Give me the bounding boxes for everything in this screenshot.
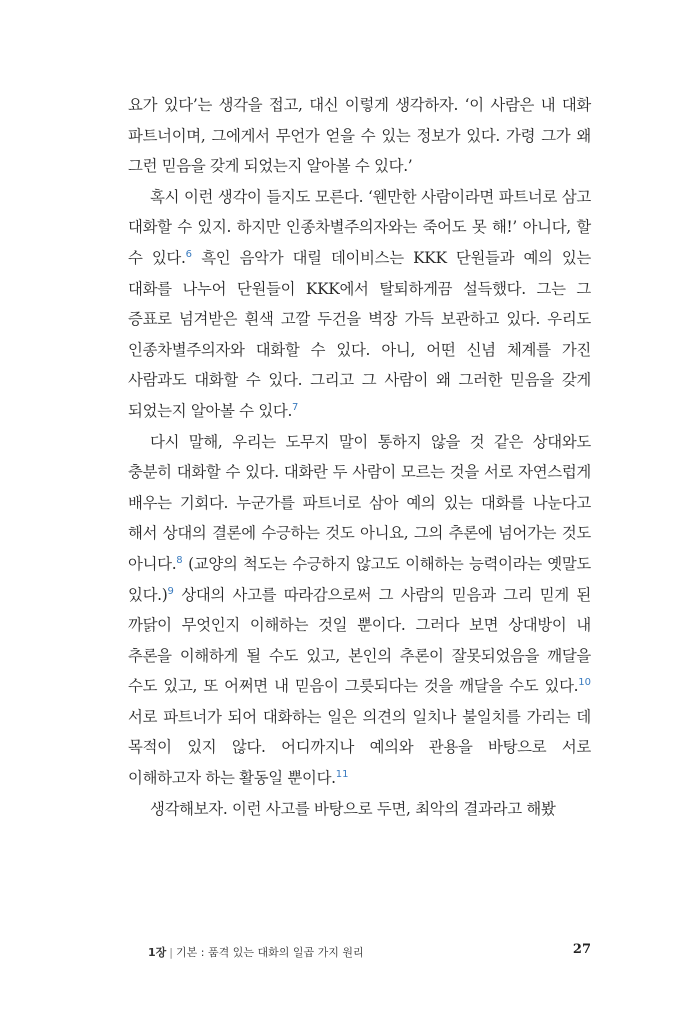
paragraph-1-text: 요가 있다’는 생각을 접고, 대신 이렇게 생각하자. ‘이 사람은 내 대화 파트너이며, 그에게서 무언가 얻을 수 있는 정보가 있다. 가령 그가 왜 그런 믿음을 갖게 되었는지 알아볼 수 있다.’ bbox=[128, 96, 591, 176]
paragraph-3-text-d: 서로 파트너가 되어 대화하는 일은 의견의 일치나 불일치를 가리는 데 목적이 있지 않다. 어디까지나 예의와 관용을 바탕으로 서로 이해하고자 하는 활동일 뿐이다. bbox=[128, 707, 591, 788]
page-number: 27 bbox=[572, 942, 591, 957]
footnote-marker-11[interactable]: 11 bbox=[335, 768, 349, 780]
paragraph-2-text-a: 혹시 이런 생각이 들지도 모른다. ‘웬만한 사람이라면 파트너로 삼고 대화할 수 있지. 하지만 인종차별주의자와는 죽어도 못 해!’ 아니다, 할 수 있다. bbox=[128, 187, 591, 267]
footnote-marker-9[interactable]: 9 bbox=[167, 585, 174, 597]
footer-chapter-title: 기본 : 품격 있는 대화의 일곱 가지 원리 bbox=[176, 946, 364, 959]
page-footer bbox=[128, 944, 591, 962]
page-body bbox=[128, 90, 591, 824]
paragraph-1 bbox=[128, 90, 591, 182]
footnote-marker-6[interactable]: 6 bbox=[185, 248, 192, 260]
footer-chapter-label: 1장 bbox=[148, 946, 167, 959]
footer-separator: | bbox=[169, 946, 173, 959]
footnote-marker-8[interactable]: 8 bbox=[176, 554, 183, 566]
paragraph-2-text-b: 흑인 음악가 대릴 데이비스는 KKK 단원들과 예의 있는 대화를 나누어 단원들이 KKK에서 탈퇴하게끔 설득했다. 그는 그 증표로 넘겨받은 흰색 고깔 두건을 벽장 가득 보관하고 있다. 우리도 인종차별주의자와 대화할 수 있다. 아니, 어떤 신념 체계를 가진 사람과도 대화할 수 있다. 그리고 그 사람이 왜 그러한 믿음을 갖게 되었는지 알아볼 수 있다. bbox=[128, 248, 591, 420]
paragraph-4 bbox=[128, 794, 591, 825]
paragraph-3 bbox=[128, 427, 591, 794]
paragraph-4-text: 생각해보자. 이런 사고를 바탕으로 두면, 최악의 결과라고 해봤 bbox=[150, 799, 556, 818]
footnote-marker-10[interactable]: 10 bbox=[578, 677, 591, 689]
paragraph-3-text-a: 다시 말해, 우리는 도무지 말이 통하지 않을 것 같은 상대와도 충분히 대화할 수 있다. 대화란 두 사람이 모르는 것을 서로 자연스럽게 배우는 기회다. 누군가를 파트너로 삼아 예의 있는 대화를 나눈다고 해서 상대의 결론에 수긍하는 것도 아니요, 그의 추론에 넘어가는 것도 아니다. bbox=[128, 432, 591, 573]
footnote-marker-7[interactable]: 7 bbox=[292, 401, 299, 413]
running-footer bbox=[148, 944, 364, 960]
paragraph-2 bbox=[128, 182, 591, 427]
paragraph-3-text-c: 상대의 사고를 따라감으로써 그 사람의 믿음과 그리 믿게 된 까닭이 무엇인지 이해하는 것일 뿐이다. 그러다 보면 상대방이 내 추론을 이해하게 될 수도 있고, 본인의 추론이 잘못되었음을 깨달을 수도 있고, 또 어쩌면 내 믿음이 그릇되다는 것을 깨달을 수도 있다. bbox=[128, 585, 591, 696]
paragraph-3-text-b: (교양의 척도는 수긍하지 않고도 이해하는 능력이라는 옛말도 있다.) bbox=[128, 554, 591, 604]
